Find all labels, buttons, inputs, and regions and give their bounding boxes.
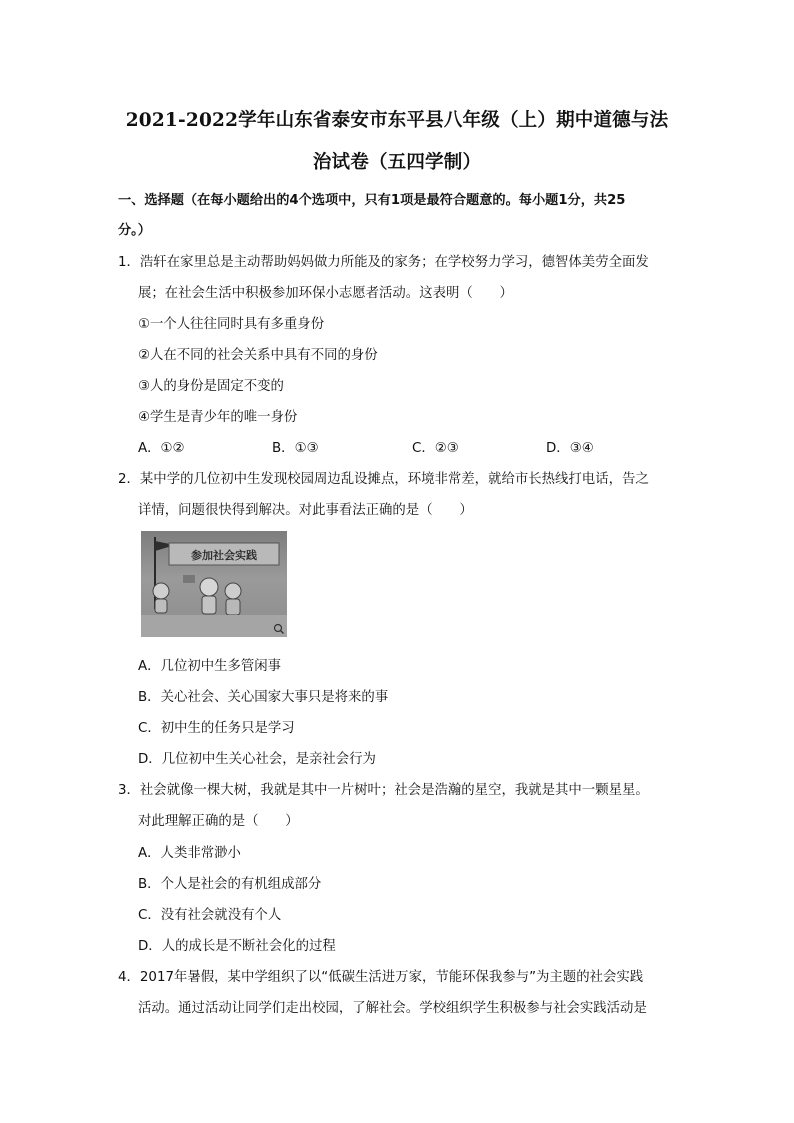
section-heading-line-2: 分。）	[118, 223, 151, 238]
q2-stem-line-2: 详情，问题很快得到解决。对此事看法正确的是（ ）	[138, 503, 473, 518]
q3-stem-line-1: 3．社会就像一棵大树，我就是其中一片树叶；社会是浩瀚的星空，我就是其中一颗星星。	[118, 783, 649, 798]
q1-option-d[interactable]: D．③④	[546, 441, 594, 456]
q3-option-c[interactable]: C．没有社会就没有个人	[138, 908, 282, 923]
q1-statement-2: ②人在不同的社会关系中具有不同的身份	[138, 348, 378, 363]
q1-statement-3: ③人的身份是固定不变的	[138, 379, 284, 394]
q3-option-d[interactable]: D．人的成长是不断社会化的过程	[138, 939, 336, 954]
exam-title-line-2: 治试卷（五四学制）	[312, 152, 482, 173]
banner-text: 参加社会实践	[191, 549, 257, 562]
q3-stem-line-2: 对此理解正确的是（ ）	[138, 814, 299, 829]
q2-cartoon-image	[141, 531, 287, 637]
q1-stem-line-1: 1．浩轩在家里总是主动帮助妈妈做力所能及的家务；在学校努力学习，德智体美劳全面发	[118, 255, 649, 270]
q1-option-b[interactable]: B．①③	[272, 441, 319, 456]
q1-stem-line-2: 展；在社会生活中积极参加环保小志愿者活动。这表明（ ）	[138, 286, 513, 301]
q1-statement-1: ①一个人往往同时具有多重身份	[138, 317, 325, 332]
q3-option-a[interactable]: A．人类非常渺小	[138, 846, 241, 861]
q4-stem-line-1: 4．2017年暑假，某中学组织了以“低碳生活进万家，节能环保我参与”为主题的社会实践	[118, 970, 644, 985]
section-heading-line-1: 一、选择题（在每小题给出的4个选项中，只有1项是最符合题意的。每小题1分，共25	[118, 193, 626, 208]
q2-option-d[interactable]: D．几位初中生关心社会，是亲社会行为	[138, 752, 376, 767]
q2-option-c[interactable]: C．初中生的任务只是学习	[138, 721, 295, 736]
q3-option-b[interactable]: B．个人是社会的有机组成部分	[138, 877, 322, 892]
q1-statement-4: ④学生是青少年的唯一身份	[138, 410, 298, 425]
q2-option-b[interactable]: B．关心社会、关心国家大事只是将来的事	[138, 690, 389, 705]
exam-title-line-1: 2021-2022学年山东省泰安市东平县八年级（上）期中道德与法	[125, 110, 669, 131]
q4-stem-line-2: 活动。通过活动让同学们走出校园，了解社会。学校组织学生积极参与社会实践活动是	[138, 1001, 647, 1016]
q2-cartoon-illustration	[141, 531, 287, 637]
q1-option-c[interactable]: C．②③	[412, 441, 459, 456]
q2-option-a[interactable]: A．几位初中生多管闲事	[138, 659, 282, 674]
q2-stem-line-1: 2．某中学的几位初中生发现校园周边乱设摊点，环境非常差，就给市长热线打电话，告之	[118, 472, 649, 487]
q1-option-a[interactable]: A．①②	[138, 441, 185, 456]
